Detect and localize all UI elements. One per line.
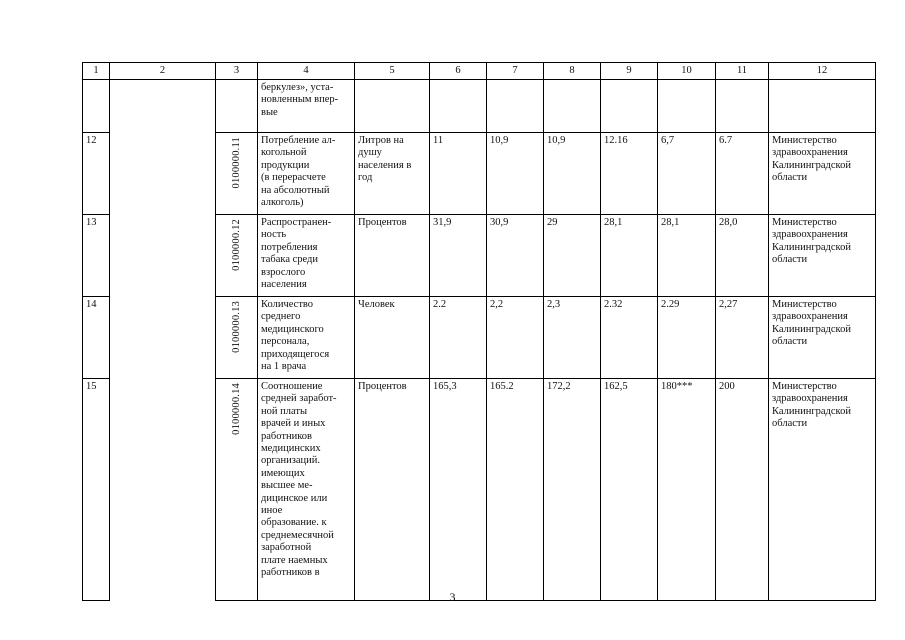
header-cell: 12 <box>769 63 876 80</box>
value-cell <box>716 80 769 133</box>
code-cell <box>216 215 258 297</box>
value-cell: 2,3 <box>544 297 601 379</box>
indicator-name: беркулез», уста- новленным впер- вые <box>258 80 355 133</box>
header-cell: 11 <box>716 63 769 80</box>
value-cell: 180*** <box>658 379 716 601</box>
value-cell: 165.2 <box>487 379 544 601</box>
indicator-name: Потребление ал- когольной продукции (в перерасчете на абсолютный алкоголь) <box>258 133 355 215</box>
header-cell: 4 <box>258 63 355 80</box>
value-cell: 2.2 <box>430 297 487 379</box>
value-cell: 6,7 <box>658 133 716 215</box>
row-number: 13 <box>83 215 110 297</box>
header-cell: 3 <box>216 63 258 80</box>
header-cell: 7 <box>487 63 544 80</box>
header-cell: 2 <box>110 63 216 80</box>
value-cell: 6.7 <box>716 133 769 215</box>
unit-cell: Литров на душу населения в год <box>355 133 430 215</box>
unit-cell: Процентов <box>355 379 430 601</box>
value-cell: 10,9 <box>544 133 601 215</box>
indicator-table <box>82 62 876 601</box>
value-cell <box>658 80 716 133</box>
code-cell <box>216 297 258 379</box>
header-cell: 1 <box>83 63 110 80</box>
indicator-name: Количество среднего медицинского персонала, приходящегося на 1 врача <box>258 297 355 379</box>
code-cell <box>216 379 258 601</box>
value-cell <box>601 80 658 133</box>
indicator-name: Соотношение средней заработ- ной платы врачей и иных работников медицинских организаций. имеющих высшее ме- дицинское или иное образование. к среднемесячной заработной плате наемных работников в <box>258 379 355 601</box>
value-cell <box>487 80 544 133</box>
value-cell: 28,1 <box>601 215 658 297</box>
indicator-code: 0100000.13 <box>230 301 242 353</box>
value-cell: 165,3 <box>430 379 487 601</box>
organization-cell <box>769 80 876 133</box>
value-cell: 11 <box>430 133 487 215</box>
table-row <box>83 80 876 133</box>
code-cell <box>216 80 258 133</box>
page-number: 3 <box>449 590 456 604</box>
row-number: 12 <box>83 133 110 215</box>
value-cell: 200 <box>716 379 769 601</box>
organization-cell: Министерство здравоохранения Калининградской области <box>769 215 876 297</box>
row-number <box>83 80 110 133</box>
header-cell: 9 <box>601 63 658 80</box>
code-cell <box>216 133 258 215</box>
unit-cell: Процентов <box>355 215 430 297</box>
header-cell: 5 <box>355 63 430 80</box>
header-cell: 8 <box>544 63 601 80</box>
value-cell: 2.32 <box>601 297 658 379</box>
indicator-code: 0100000.14 <box>230 383 242 435</box>
organization-cell: Министерство здравоохранения Калининградской области <box>769 297 876 379</box>
value-cell: 12.16 <box>601 133 658 215</box>
value-cell: 172,2 <box>544 379 601 601</box>
header-cell: 6 <box>430 63 487 80</box>
column-2-cell <box>110 80 216 601</box>
indicator-code: 0100000.12 <box>230 219 242 271</box>
indicator-name: Распространен- ность потребления табака среди взрослого населения <box>258 215 355 297</box>
value-cell: 29 <box>544 215 601 297</box>
value-cell: 31,9 <box>430 215 487 297</box>
header-cell: 10 <box>658 63 716 80</box>
value-cell: 162,5 <box>601 379 658 601</box>
value-cell <box>544 80 601 133</box>
organization-cell: Министерство здравоохранения Калининградской области <box>769 133 876 215</box>
value-cell: 28,1 <box>658 215 716 297</box>
indicator-code: 0100000.11 <box>230 137 242 189</box>
row-number: 15 <box>83 379 110 601</box>
row-number: 14 <box>83 297 110 379</box>
value-cell: 2.29 <box>658 297 716 379</box>
value-cell: 30,9 <box>487 215 544 297</box>
value-cell: 28,0 <box>716 215 769 297</box>
unit-cell <box>355 80 430 133</box>
value-cell: 2,27 <box>716 297 769 379</box>
organization-cell: Министерство здравоохранения Калининградской области <box>769 379 876 601</box>
header-row <box>83 63 876 80</box>
value-cell: 2,2 <box>487 297 544 379</box>
unit-cell: Человек <box>355 297 430 379</box>
value-cell: 10,9 <box>487 133 544 215</box>
value-cell <box>430 80 487 133</box>
